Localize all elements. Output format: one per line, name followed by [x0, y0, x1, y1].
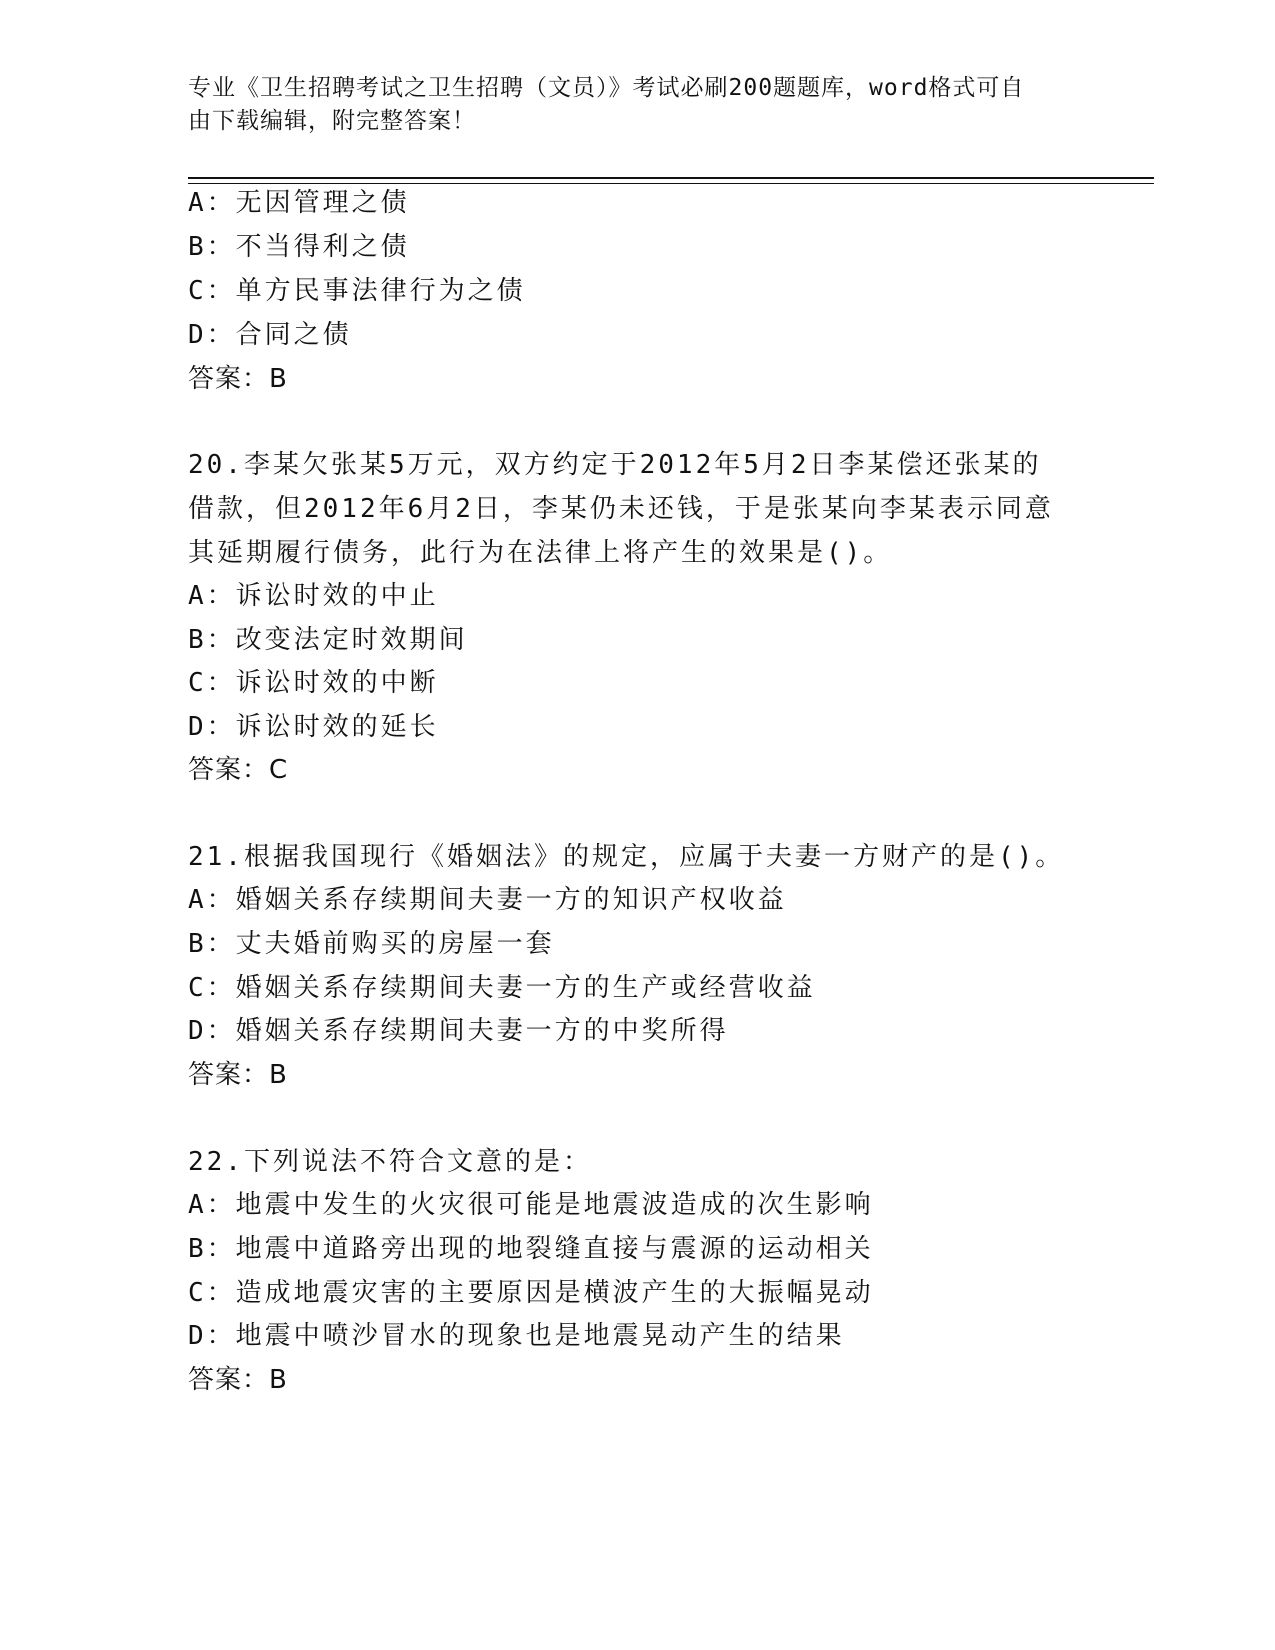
- q20-option-a: A：诉讼时效的中止: [188, 581, 439, 611]
- q20-option-d: D：诉讼时效的延长: [188, 712, 439, 742]
- header-line-1: 专业《卫生招聘考试之卫生招聘（文员）》考试必刷200题题库，word格式可自: [188, 75, 1025, 101]
- q22-option-c: C：造成地震灾害的主要原因是横波产生的大振幅晃动: [188, 1278, 874, 1308]
- q20-option-c: C：诉讼时效的中断: [188, 668, 439, 698]
- q20-stem-line-3: 其延期履行债务，此行为在法律上将产生的效果是()。: [188, 538, 893, 568]
- q22-stem-line-1: 22.下列说法不符合文意的是：: [188, 1147, 592, 1177]
- q19-answer: 答案：B: [188, 364, 288, 394]
- header-line-2: 由下载编辑，附完整答案！: [188, 108, 476, 134]
- q21-option-b: B：丈夫婚前购买的房屋一套: [188, 929, 555, 959]
- q22-option-d: D：地震中喷沙冒水的现象也是地震晃动产生的结果: [188, 1321, 845, 1351]
- q21-answer: 答案：B: [188, 1060, 288, 1090]
- header-divider: [188, 177, 1154, 184]
- q21-option-d: D：婚姻关系存续期间夫妻一方的中奖所得: [188, 1016, 729, 1046]
- q20-answer: 答案：C: [188, 755, 289, 785]
- q21-stem-line-1: 21.根据我国现行《婚姻法》的规定，应属于夫妻一方财产的是()。: [188, 842, 1065, 872]
- q19-option-b: B：不当得利之债: [188, 232, 410, 262]
- q22-option-b: B：地震中道路旁出现的地裂缝直接与震源的运动相关: [188, 1234, 874, 1264]
- q21-option-a: A：婚姻关系存续期间夫妻一方的知识产权收益: [188, 885, 787, 915]
- document-header: [188, 72, 1088, 138]
- q20-stem-line-2: 借款，但2012年6月2日，李某仍未还钱，于是张某向李某表示同意: [188, 494, 1054, 524]
- q21-option-c: C：婚姻关系存续期间夫妻一方的生产或经营收益: [188, 973, 816, 1003]
- q20-option-b: B：改变法定时效期间: [188, 625, 468, 655]
- q22-answer: 答案：B: [188, 1365, 288, 1395]
- q19-option-c: C：单方民事法律行为之债: [188, 276, 526, 306]
- q22-option-a: A：地震中发生的火灾很可能是地震波造成的次生影响: [188, 1190, 874, 1220]
- q19-option-d: D：合同之债: [188, 320, 352, 350]
- q20-stem-line-1: 20.李某欠张某5万元，双方约定于2012年5月2日李某偿还张某的: [188, 450, 1042, 480]
- q19-option-a: A：无因管理之债: [188, 188, 410, 218]
